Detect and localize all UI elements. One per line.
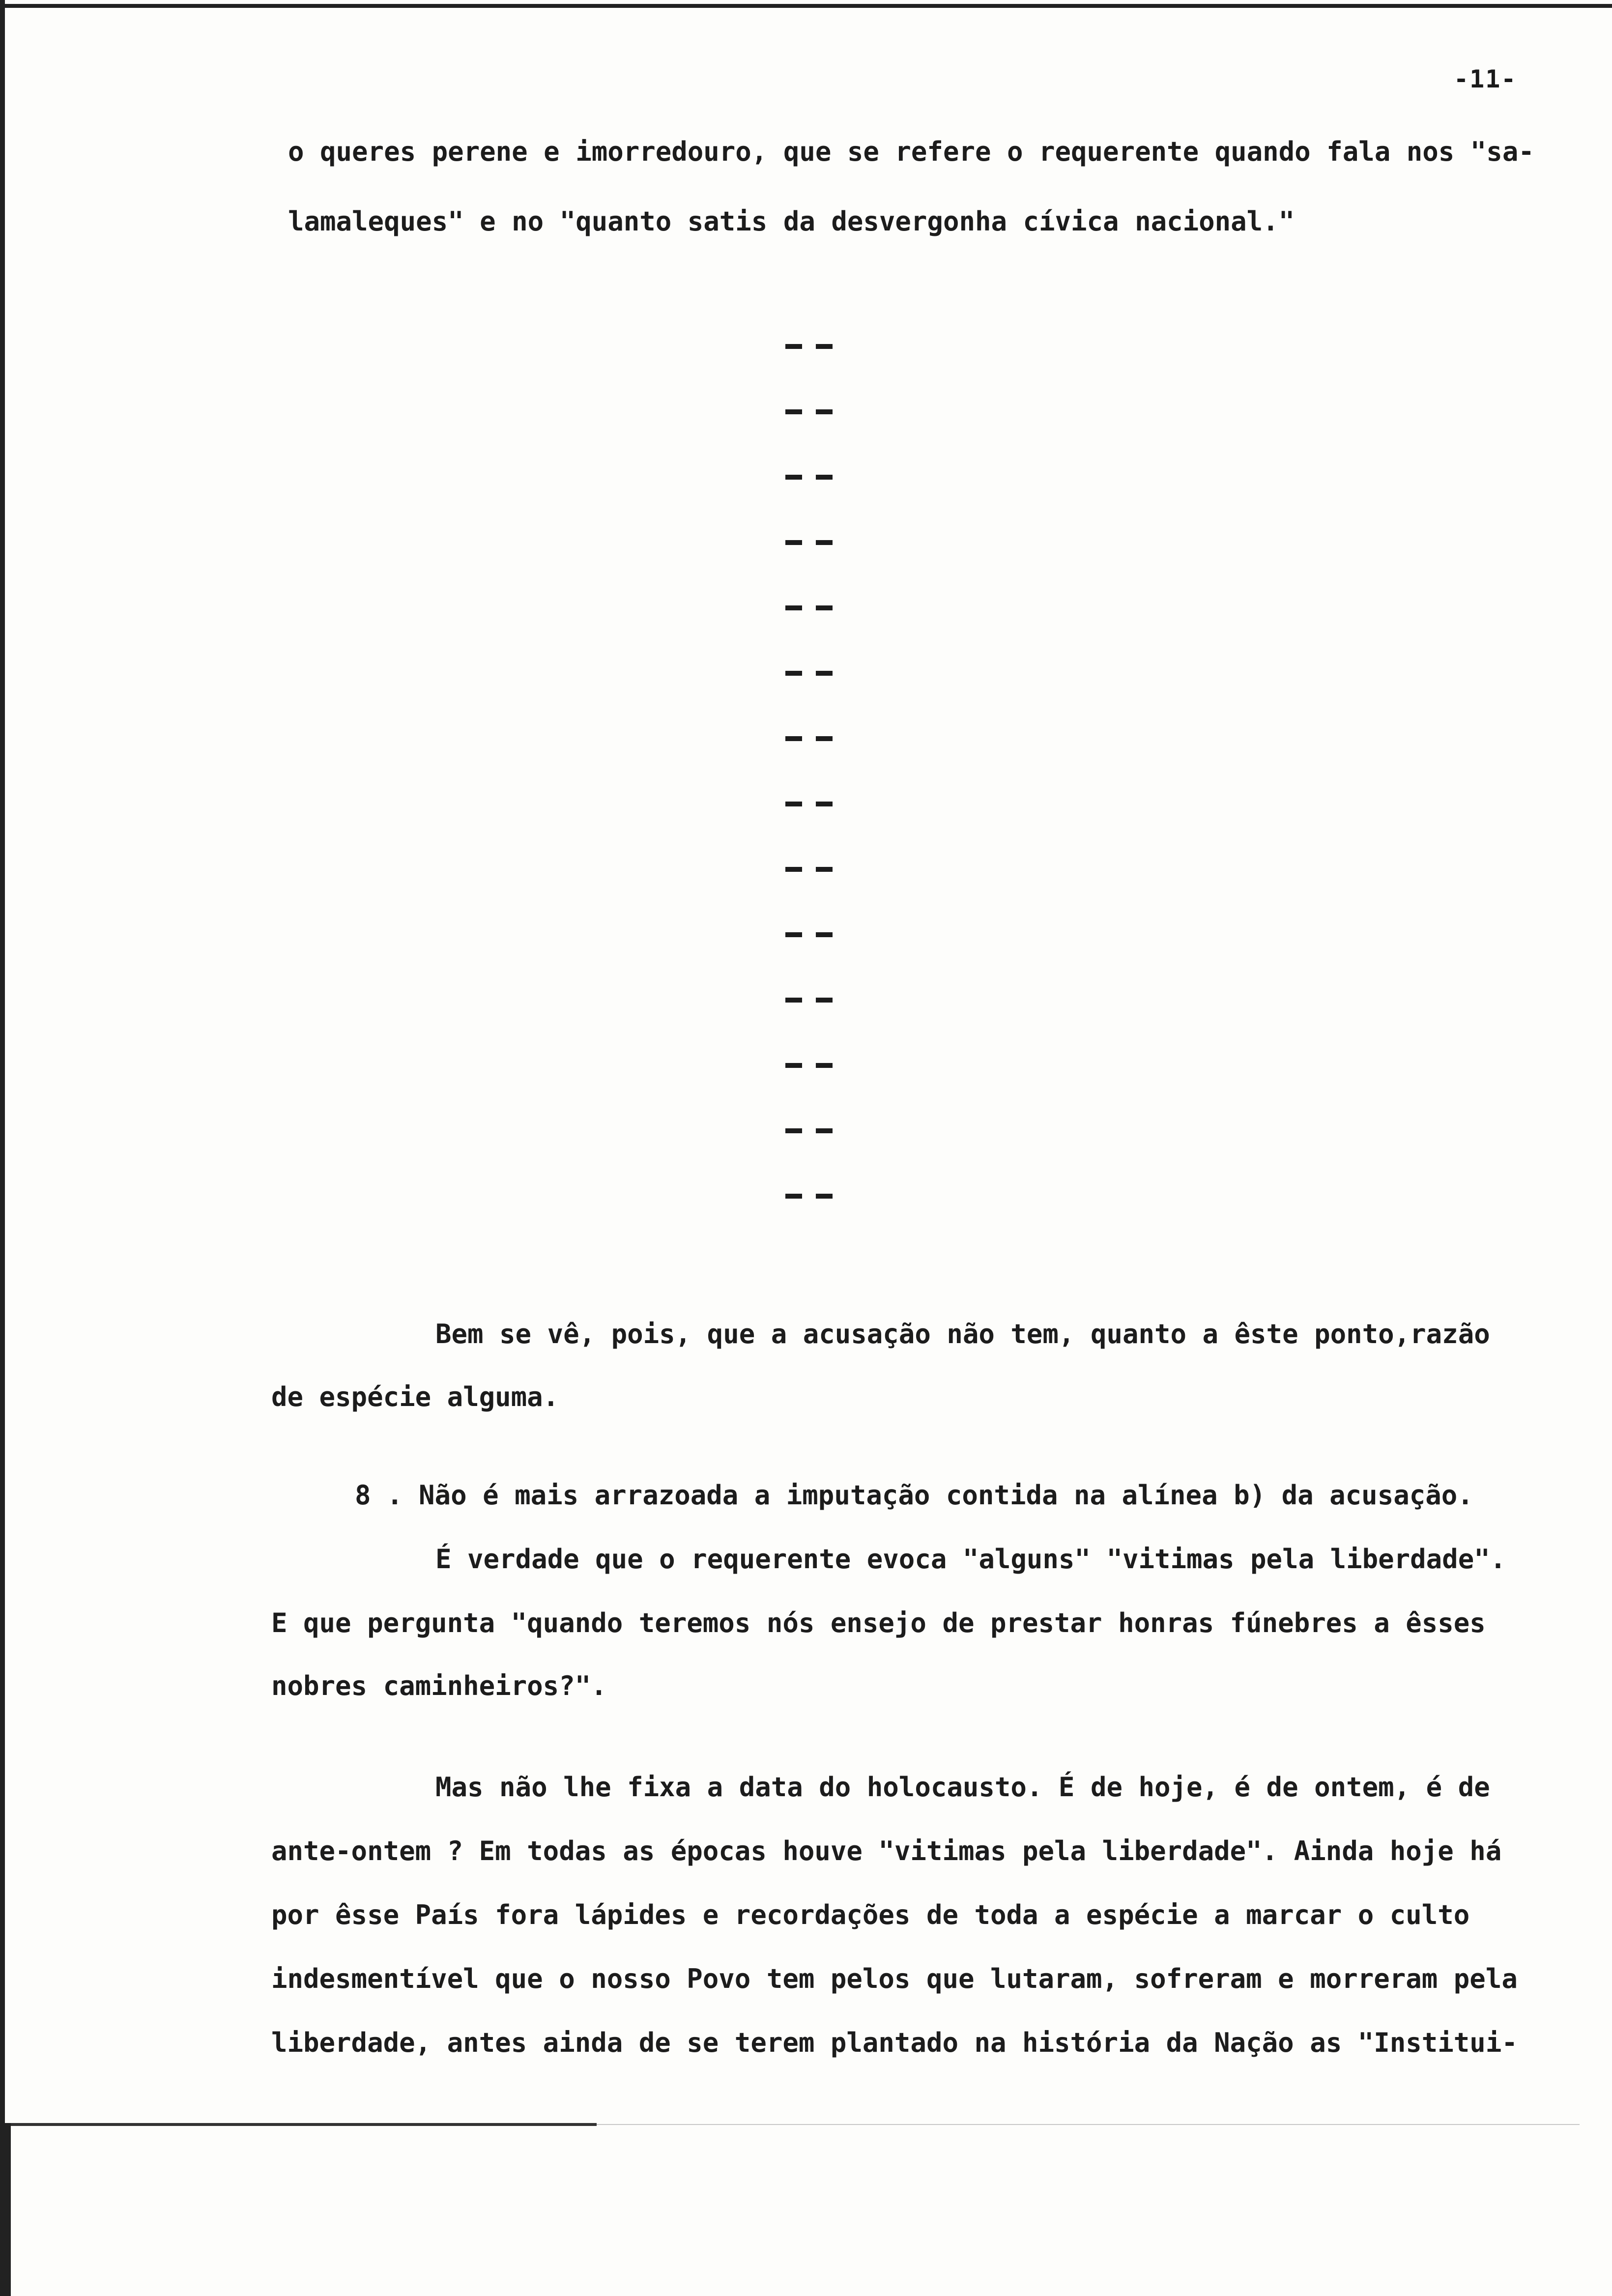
text-line: Mas não lhe fixa a data do holocausto. É de hoje, é de ontem, é de xyxy=(435,1772,1490,1803)
text-line: Bem se vê, pois, que a acusação não tem, quanto a êste ponto,razão xyxy=(435,1319,1490,1349)
dash-mark xyxy=(785,475,839,481)
page-number: -11- xyxy=(1454,65,1517,93)
dash-mark xyxy=(785,671,839,677)
text-line: E que pergunta "quando teremos nós ensejo de prestar honras fúnebres a êsses xyxy=(271,1607,1486,1638)
dash-mark xyxy=(785,932,839,938)
scan-edge-bottom-rule xyxy=(7,2123,597,2126)
text-line: lamaleques" e no "quanto satis da desvergonha cívica nacional." xyxy=(288,206,1295,237)
dash-mark xyxy=(785,1128,839,1134)
dash-mark xyxy=(785,605,839,611)
text-line: ante-ontem ? Em todas as épocas houve "vitimas pela liberdade". Ainda hoje há xyxy=(271,1836,1502,1866)
dash-mark xyxy=(785,540,839,546)
text-line: nobres caminheiros?". xyxy=(271,1670,607,1701)
dash-mark xyxy=(785,1194,839,1200)
dash-mark xyxy=(785,998,839,1004)
text-line: o queres perene e imorredouro, que se refere o requerente quando fala nos "sa- xyxy=(288,136,1534,167)
dash-mark xyxy=(785,1063,839,1069)
dash-mark xyxy=(785,736,839,742)
text-line: de espécie alguma. xyxy=(271,1381,559,1412)
text-line: É verdade que o requerente evoca "alguns" "vitimas pela liberdade". xyxy=(435,1544,1506,1575)
text-line: por êsse País fora lápides e recordações de toda a espécie a marcar o culto xyxy=(271,1899,1470,1930)
scan-edge-left xyxy=(0,0,5,2296)
text-line: indesmentível que o nosso Povo tem pelos que lutaram, sofreram e morreram pela xyxy=(271,1963,1518,1994)
dash-mark xyxy=(785,409,839,415)
dash-mark xyxy=(785,867,839,873)
scan-edge-left-lower xyxy=(0,2123,11,2296)
scan-edge-bottom-rule-faint xyxy=(597,2124,1580,2125)
scan-edge-top xyxy=(0,4,1612,8)
dash-mark xyxy=(785,344,839,350)
text-line: liberdade, antes ainda de se terem plantado na história da Nação as "Institui- xyxy=(271,2027,1518,2058)
dash-mark xyxy=(785,802,839,807)
text-line: 8 . Não é mais arrazoada a imputação contida na alínea b) da acusação. xyxy=(355,1480,1473,1511)
